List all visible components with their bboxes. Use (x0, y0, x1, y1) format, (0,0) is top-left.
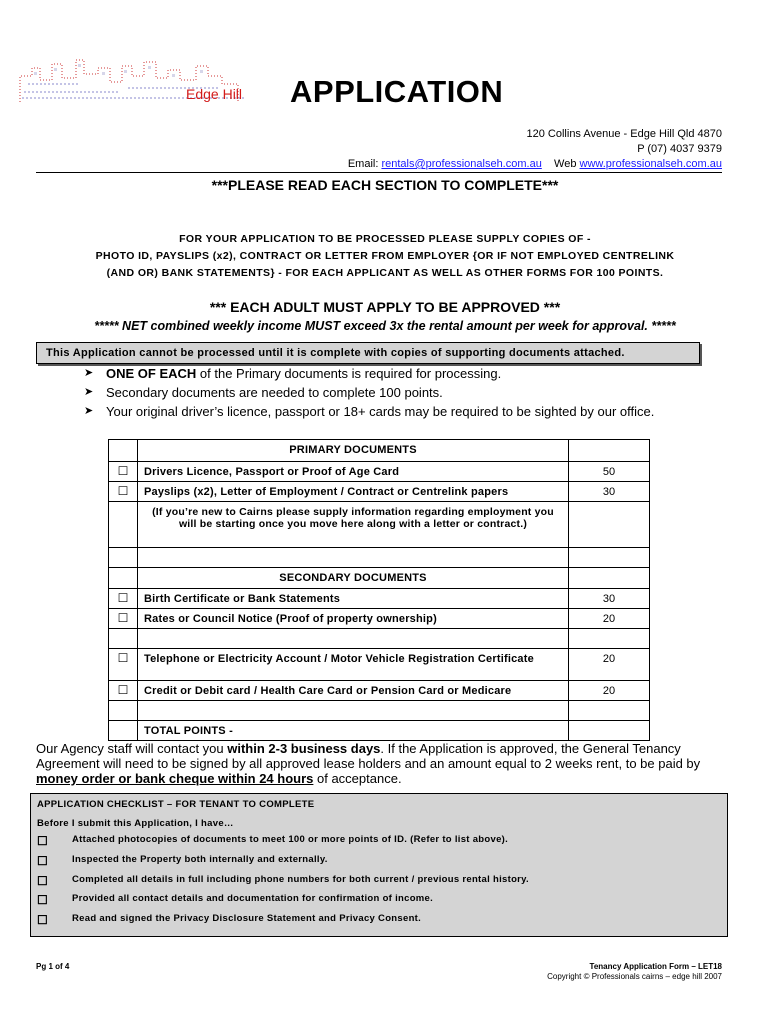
document-points: 20 (569, 649, 650, 681)
logo (18, 58, 250, 106)
application-checklist (30, 793, 728, 937)
document-label: Drivers Licence, Passport or Proof of Age Card (138, 462, 569, 482)
table-row (109, 568, 650, 589)
checkbox[interactable]: ☐ (37, 893, 49, 907)
contact-links (348, 158, 722, 170)
document-points: 30 (569, 482, 650, 502)
arrow-bullet-icon: ➤ (84, 367, 94, 379)
table-row (109, 629, 650, 649)
web-label: Web (554, 158, 577, 170)
footer-info (547, 962, 722, 982)
web-link[interactable]: www.professionalseh.com.au (579, 158, 722, 170)
list-item-bold: ONE OF EACH (106, 366, 197, 381)
checklist-item-text: Inspected the Property both internally and externally. (72, 854, 328, 865)
table-row (109, 462, 650, 482)
notice-line-1: FOR YOUR APPLICATION TO BE PROCESSED PLEASE SUPPLY COPIES OF - (179, 233, 591, 245)
table-row (109, 649, 650, 681)
document-label: Rates or Council Notice (Proof of property ownership) (138, 609, 569, 629)
checkbox[interactable]: ☐ (109, 681, 138, 701)
total-points-field[interactable] (569, 721, 650, 741)
document-points: 20 (569, 609, 650, 629)
document-points: 20 (569, 681, 650, 701)
document-points: 30 (569, 589, 650, 609)
table-row (109, 609, 650, 629)
notice-line-3: (AND OR) BANK STATEMENTS} - FOR EACH APPLICANT AS WELL AS OTHER FORMS FOR 100 POINTS. (106, 267, 664, 279)
payment-method: money order or bank cheque within 24 hours (36, 771, 314, 786)
address: 120 Collins Avenue - Edge Hill Qld 4870 (526, 128, 722, 140)
primary-documents-header: PRIMARY DOCUMENTS (138, 440, 569, 462)
table-row (109, 589, 650, 609)
checklist-subtitle: Before I submit this Application, I have… (37, 818, 234, 829)
document-label: Payslips (x2), Letter of Employment / Contract or Centrelink papers (138, 482, 569, 502)
checklist-item (37, 874, 529, 888)
net-income-requirement: ***** NET combined weekly income MUST exceed 3x the rental amount per week for approval. ***** (94, 319, 676, 333)
contact-text: . If the Application is approved, the General Tenancy Agreement will need to be signed by all approved lease holders and an amount equal to 2 weeks rent, to be paid by (36, 741, 701, 771)
checkbox[interactable]: ☐ (109, 482, 138, 502)
documents-table (108, 439, 650, 741)
checkbox[interactable]: ☐ (37, 834, 49, 848)
primary-note: (If you’re new to Cairns please supply information regarding employment you will be starting once you move here along with a letter or contract.) (138, 502, 569, 548)
form-name: Tenancy Application Form – LET18 (589, 962, 722, 971)
list-item (84, 383, 654, 402)
requirements-list (84, 364, 654, 421)
list-item-text: Secondary documents are needed to complete 100 points. (106, 385, 443, 400)
checkbox[interactable]: ☐ (109, 589, 138, 609)
list-item (84, 364, 654, 383)
table-row (109, 701, 650, 721)
table-row (109, 440, 650, 462)
checklist-item (37, 834, 508, 848)
table-row (109, 721, 650, 741)
contact-bold: within 2-3 business days (227, 741, 381, 756)
checklist-title: APPLICATION CHECKLIST – FOR TENANT TO COMPLETE (37, 799, 315, 810)
checklist-item (37, 913, 421, 927)
email-label: Email: (347, 158, 379, 170)
list-item-text: of the Primary documents is required for processing. (196, 366, 502, 381)
checkbox[interactable]: ☐ (37, 874, 49, 888)
email-link[interactable]: rentals@professionalseh.com.au (381, 158, 542, 170)
document-label: Telephone or Electricity Account / Motor Vehicle Registration Certificate (138, 649, 569, 681)
document-label: Credit or Debit card / Health Care Card or Pension Card or Medicare (138, 681, 569, 701)
total-points-label: TOTAL POINTS - (138, 721, 569, 741)
logo-text: Edge Hill (186, 86, 243, 102)
checklist-item-text: Attached photocopies of documents to meet 100 or more points of ID. (Refer to list above). (72, 834, 509, 845)
table-row (109, 681, 650, 701)
phone: P (07) 4037 9379 (637, 143, 722, 155)
secondary-documents-header: SECONDARY DOCUMENTS (138, 568, 569, 589)
copyright: Copyright © Professionals cairns – edge hill 2007 (547, 972, 722, 981)
arrow-bullet-icon: ➤ (84, 405, 94, 417)
checkbox[interactable]: ☐ (109, 609, 138, 629)
read-each-heading: ***PLEASE READ EACH SECTION TO COMPLETE*** (211, 177, 559, 193)
list-item-text: Your original driver’s licence, passport or 18+ cards may be required to be sighted by our office. (106, 404, 655, 419)
checklist-item (37, 854, 328, 868)
document-label: Birth Certificate or Bank Statements (138, 589, 569, 609)
checklist-item-text: Completed all details in full including phone numbers for both current / previous rental history. (72, 874, 529, 885)
contact-text: Our Agency staff will contact you (36, 741, 228, 756)
checklist-item (37, 893, 433, 907)
checkbox[interactable]: ☐ (37, 854, 49, 868)
list-item (84, 402, 654, 421)
checkbox[interactable]: ☐ (109, 462, 138, 482)
table-row (109, 548, 650, 568)
arrow-bullet-icon: ➤ (84, 386, 94, 398)
incomplete-notice-box: This Application cannot be processed until it is complete with copies of supporting documents attached. (36, 342, 700, 364)
checklist-item-text: Read and signed the Privacy Disclosure Statement and Privacy Consent. (72, 913, 422, 924)
checkbox[interactable]: ☐ (109, 649, 138, 681)
each-adult-heading: *** EACH ADULT MUST APPLY TO BE APPROVED *** (209, 299, 561, 315)
table-row (109, 502, 650, 548)
header-divider (36, 172, 722, 173)
table-row (109, 482, 650, 502)
checkbox[interactable]: ☐ (37, 913, 49, 927)
contact-text: of acceptance. (313, 771, 402, 786)
document-points: 50 (569, 462, 650, 482)
notice-line-2: PHOTO ID, PAYSLIPS (x2), CONTRACT OR LETTER FROM EMPLOYER {OR IF NOT EMPLOYED CENTRELINK (95, 250, 675, 262)
page-title: APPLICATION (290, 74, 504, 109)
checklist-item-text: Provided all contact details and documentation for confirmation of income. (72, 893, 434, 904)
contact-paragraph (36, 741, 726, 786)
page-number: Pg 1 of 4 (36, 962, 70, 971)
